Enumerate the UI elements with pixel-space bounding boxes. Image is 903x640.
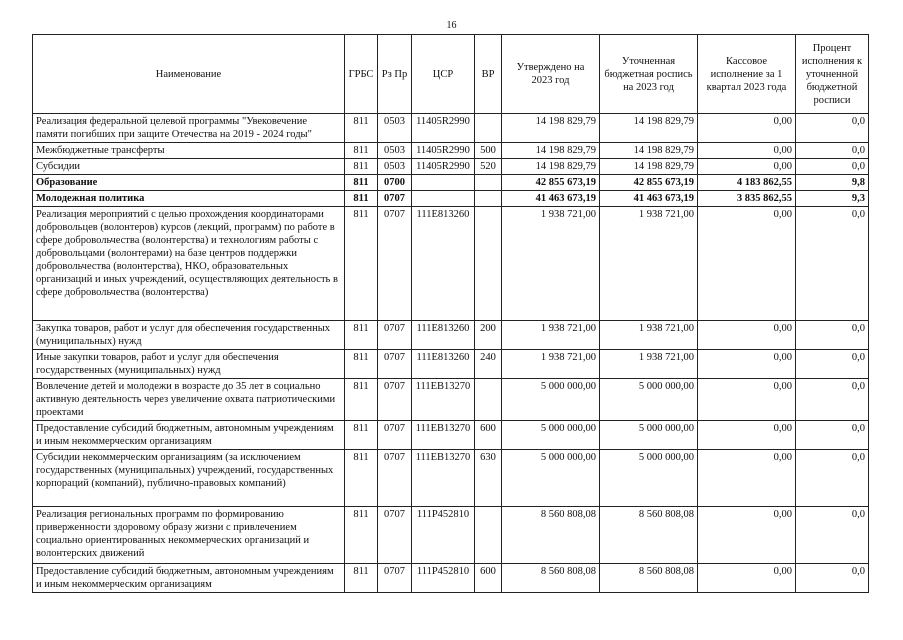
cell-percent: 0,0 xyxy=(796,207,869,321)
cell-vr xyxy=(475,207,502,321)
cell-csr xyxy=(412,191,475,207)
cell-vr: 630 xyxy=(475,450,502,507)
cell-percent: 0,0 xyxy=(796,450,869,507)
cell-rzpr: 0707 xyxy=(378,507,412,564)
cell-vr: 600 xyxy=(475,564,502,593)
cell-cash: 0,00 xyxy=(698,114,796,143)
cell-approved: 14 198 829,79 xyxy=(502,114,600,143)
cell-cash: 0,00 xyxy=(698,507,796,564)
cell-rzpr: 0503 xyxy=(378,114,412,143)
cell-percent: 9,3 xyxy=(796,191,869,207)
table-row xyxy=(33,207,869,321)
cell-cash: 0,00 xyxy=(698,564,796,593)
cell-grbs: 811 xyxy=(345,175,378,191)
cell-cash: 0,00 xyxy=(698,159,796,175)
cell-name: Межбюджетные трансферты xyxy=(33,143,345,159)
cell-grbs: 811 xyxy=(345,564,378,593)
cell-rzpr: 0707 xyxy=(378,207,412,321)
table-row xyxy=(33,564,869,593)
cell-cash: 0,00 xyxy=(698,450,796,507)
cell-csr: 11405R2990 xyxy=(412,114,475,143)
cell-rzpr: 0503 xyxy=(378,159,412,175)
page-number: 16 xyxy=(446,20,457,31)
cell-name: Закупка товаров, работ и услуг для обеспечения государственных (муниципальных) нужд xyxy=(33,321,345,350)
cell-approved: 5 000 000,00 xyxy=(502,450,600,507)
cell-approved: 8 560 808,08 xyxy=(502,507,600,564)
cell-grbs: 811 xyxy=(345,421,378,450)
table-row xyxy=(33,450,869,507)
cell-cash: 0,00 xyxy=(698,379,796,421)
cell-refined: 14 198 829,79 xyxy=(600,159,698,175)
header-row xyxy=(33,35,869,114)
cell-csr: 111E813260 xyxy=(412,207,475,321)
cell-grbs: 811 xyxy=(345,350,378,379)
cell-vr xyxy=(475,191,502,207)
cell-approved: 14 198 829,79 xyxy=(502,143,600,159)
cell-refined: 41 463 673,19 xyxy=(600,191,698,207)
header-rzpr: Рз Пр xyxy=(378,35,412,114)
table-row xyxy=(33,350,869,379)
cell-name: Реализация федеральной целевой программы "Увековечение памяти погибших при защите Отечества на 2019 - 2024 годы" xyxy=(33,114,345,143)
cell-cash: 3 835 862,55 xyxy=(698,191,796,207)
cell-rzpr: 0707 xyxy=(378,564,412,593)
cell-rzpr: 0707 xyxy=(378,321,412,350)
cell-approved: 14 198 829,79 xyxy=(502,159,600,175)
cell-csr: 111EB13270 xyxy=(412,379,475,421)
header-vr: ВР xyxy=(475,35,502,114)
cell-vr: 600 xyxy=(475,421,502,450)
header-csr: ЦСР xyxy=(412,35,475,114)
cell-grbs: 811 xyxy=(345,114,378,143)
cell-approved: 1 938 721,00 xyxy=(502,207,600,321)
table-row xyxy=(33,379,869,421)
cell-cash: 0,00 xyxy=(698,321,796,350)
cell-rzpr: 0503 xyxy=(378,143,412,159)
cell-csr: 11405R2990 xyxy=(412,159,475,175)
cell-percent: 0,0 xyxy=(796,379,869,421)
cell-rzpr: 0707 xyxy=(378,191,412,207)
header-name: Наименование xyxy=(33,35,345,114)
cell-approved: 5 000 000,00 xyxy=(502,421,600,450)
cell-name: Вовлечение детей и молодежи в возрасте до 35 лет в социально активную деятельность через увеличение охвата патриотическими проектами xyxy=(33,379,345,421)
cell-csr: 111EB13270 xyxy=(412,450,475,507)
header-cash: Кассовое исполнение за 1 квартал 2023 года xyxy=(698,35,796,114)
cell-refined: 42 855 673,19 xyxy=(600,175,698,191)
cell-approved: 8 560 808,08 xyxy=(502,564,600,593)
budget-table xyxy=(32,34,869,593)
cell-percent: 0,0 xyxy=(796,564,869,593)
cell-percent: 0,0 xyxy=(796,114,869,143)
cell-csr xyxy=(412,175,475,191)
cell-name: Предоставление субсидий бюджетным, автономным учреждениям и иным некоммерческим организациям xyxy=(33,421,345,450)
cell-name: Предоставление субсидий бюджетным, автономным учреждениям и иным некоммерческим организациям xyxy=(33,564,345,593)
cell-vr xyxy=(475,507,502,564)
table-row xyxy=(33,507,869,564)
cell-vr: 240 xyxy=(475,350,502,379)
cell-csr: 111EB13270 xyxy=(412,421,475,450)
table-row xyxy=(33,191,869,207)
cell-name: Реализация региональных программ по формированию приверженности здоровому образу жизни с привлечением социально ориентированных некоммерческих организаций и волонтерских движений xyxy=(33,507,345,564)
header-percent: Процент исполнения к уточненной бюджетной росписи xyxy=(796,35,869,114)
header-approved: Утверждено на 2023 год xyxy=(502,35,600,114)
cell-approved: 1 938 721,00 xyxy=(502,321,600,350)
cell-csr: 111P452810 xyxy=(412,507,475,564)
cell-approved: 42 855 673,19 xyxy=(502,175,600,191)
cell-csr: 111E813260 xyxy=(412,321,475,350)
cell-grbs: 811 xyxy=(345,191,378,207)
cell-percent: 0,0 xyxy=(796,350,869,379)
cell-grbs: 811 xyxy=(345,507,378,564)
table-row xyxy=(33,159,869,175)
table-row xyxy=(33,421,869,450)
cell-name: Молодежная политика xyxy=(33,191,345,207)
cell-refined: 5 000 000,00 xyxy=(600,379,698,421)
cell-cash: 0,00 xyxy=(698,143,796,159)
table-row xyxy=(33,114,869,143)
cell-refined: 1 938 721,00 xyxy=(600,350,698,379)
cell-refined: 14 198 829,79 xyxy=(600,114,698,143)
cell-refined: 1 938 721,00 xyxy=(600,207,698,321)
cell-refined: 5 000 000,00 xyxy=(600,421,698,450)
cell-vr xyxy=(475,114,502,143)
cell-percent: 0,0 xyxy=(796,159,869,175)
cell-percent: 0,0 xyxy=(796,321,869,350)
cell-rzpr: 0700 xyxy=(378,175,412,191)
table-row xyxy=(33,175,869,191)
cell-name: Реализация мероприятий с целью прохождения координаторами добровольцев (волонтеров) курсов (лекций, программ) по работе в сфере добровольчества (волонтерства) и технологиям работы с добровольцами (волонтерами) на базе центров поддержки добровольчества (волонтерства), НКО, образовательных организаций и иных учреждений, осуществляющих деятельность в сфере добровольчества (волонтерства) xyxy=(33,207,345,321)
cell-refined: 8 560 808,08 xyxy=(600,507,698,564)
cell-name: Иные закупки товаров, работ и услуг для обеспечения государственных (муниципальных) нужд xyxy=(33,350,345,379)
cell-name: Образование xyxy=(33,175,345,191)
cell-vr: 500 xyxy=(475,143,502,159)
cell-rzpr: 0707 xyxy=(378,350,412,379)
cell-refined: 1 938 721,00 xyxy=(600,321,698,350)
cell-vr xyxy=(475,379,502,421)
cell-approved: 41 463 673,19 xyxy=(502,191,600,207)
cell-rzpr: 0707 xyxy=(378,379,412,421)
cell-cash: 0,00 xyxy=(698,207,796,321)
cell-cash: 4 183 862,55 xyxy=(698,175,796,191)
cell-csr: 111E813260 xyxy=(412,350,475,379)
cell-csr: 11405R2990 xyxy=(412,143,475,159)
table-row xyxy=(33,143,869,159)
cell-rzpr: 0707 xyxy=(378,450,412,507)
cell-percent: 9,8 xyxy=(796,175,869,191)
cell-vr xyxy=(475,175,502,191)
cell-cash: 0,00 xyxy=(698,421,796,450)
cell-csr: 111P452810 xyxy=(412,564,475,593)
cell-name: Субсидии некоммерческим организациям (за исключением государственных (муниципальных) учреждений, государственных корпораций (компаний), публично-правовых компаний) xyxy=(33,450,345,507)
cell-grbs: 811 xyxy=(345,207,378,321)
cell-cash: 0,00 xyxy=(698,350,796,379)
cell-refined: 5 000 000,00 xyxy=(600,450,698,507)
cell-percent: 0,0 xyxy=(796,507,869,564)
header-refined: Уточненная бюджетная роспись на 2023 год xyxy=(600,35,698,114)
header-grbs: ГРБС xyxy=(345,35,378,114)
table-row xyxy=(33,321,869,350)
cell-percent: 0,0 xyxy=(796,143,869,159)
cell-refined: 8 560 808,08 xyxy=(600,564,698,593)
cell-vr: 200 xyxy=(475,321,502,350)
cell-vr: 520 xyxy=(475,159,502,175)
cell-grbs: 811 xyxy=(345,143,378,159)
cell-grbs: 811 xyxy=(345,159,378,175)
cell-grbs: 811 xyxy=(345,321,378,350)
cell-percent: 0,0 xyxy=(796,421,869,450)
cell-grbs: 811 xyxy=(345,379,378,421)
cell-name: Субсидии xyxy=(33,159,345,175)
cell-rzpr: 0707 xyxy=(378,421,412,450)
cell-approved: 1 938 721,00 xyxy=(502,350,600,379)
cell-grbs: 811 xyxy=(345,450,378,507)
cell-approved: 5 000 000,00 xyxy=(502,379,600,421)
cell-refined: 14 198 829,79 xyxy=(600,143,698,159)
